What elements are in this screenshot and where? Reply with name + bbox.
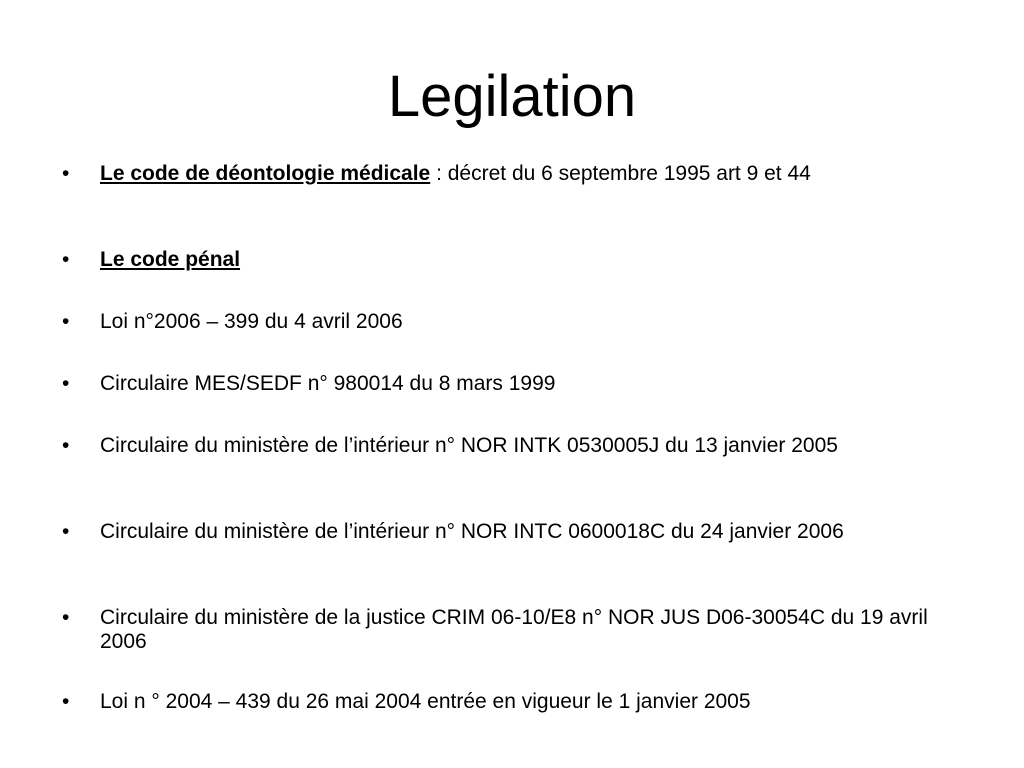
bullet-body: Circulaire du ministère de la justice CRIM 06-10/E8 n° NOR JUS D06-30054C du 19 avril 2006	[100, 606, 928, 653]
bullet-body: Loi n ° 2004 – 439 du 26 mai 2004 entrée en vigueur le 1 janvier 2005	[100, 690, 751, 713]
bullet-lead: Le code de déontologie médicale	[100, 162, 431, 185]
bullet-text	[100, 690, 942, 714]
bullet-item	[62, 248, 942, 272]
bullet-item	[62, 434, 942, 458]
bullet-item	[62, 162, 942, 186]
bullet-dot: •	[62, 520, 70, 543]
bullet-item	[62, 520, 942, 544]
bullet-dot: •	[62, 606, 70, 629]
bullet-dot: •	[62, 372, 70, 395]
bullet-text	[100, 248, 942, 272]
slide-title: Legilation	[387, 64, 637, 129]
bullet-dot: •	[62, 434, 70, 457]
bullet-body: : décret du 6 septembre 1995 art 9 et 44	[430, 162, 811, 185]
bullet-text	[100, 606, 942, 654]
bullet-text	[100, 372, 942, 396]
bullet-dot: •	[62, 248, 70, 271]
bullet-item	[62, 310, 942, 334]
bullet-text	[100, 310, 942, 334]
bullet-text	[100, 434, 942, 458]
bullet-lead: Le code pénal	[100, 248, 241, 271]
bullet-dot: •	[62, 162, 70, 185]
bullet-body: Circulaire du ministère de l’intérieur n° NOR INTK 0530005J du 13 janvier 2005	[100, 434, 838, 457]
bullet-item	[62, 606, 942, 654]
bullet-body: Loi n°2006 – 399 du 4 avril 2006	[100, 310, 403, 333]
bullet-dot: •	[62, 690, 70, 713]
bullet-text	[100, 520, 942, 544]
bullet-dot: •	[62, 310, 70, 333]
bullet-item	[62, 690, 942, 714]
bullet-body: Circulaire du ministère de l’intérieur n° NOR INTC 0600018C du 24 janvier 2006	[100, 520, 844, 543]
bullet-item	[62, 372, 942, 396]
bullet-text	[100, 162, 942, 186]
bullet-body: Circulaire MES/SEDF n° 980014 du 8 mars 1999	[100, 372, 556, 395]
